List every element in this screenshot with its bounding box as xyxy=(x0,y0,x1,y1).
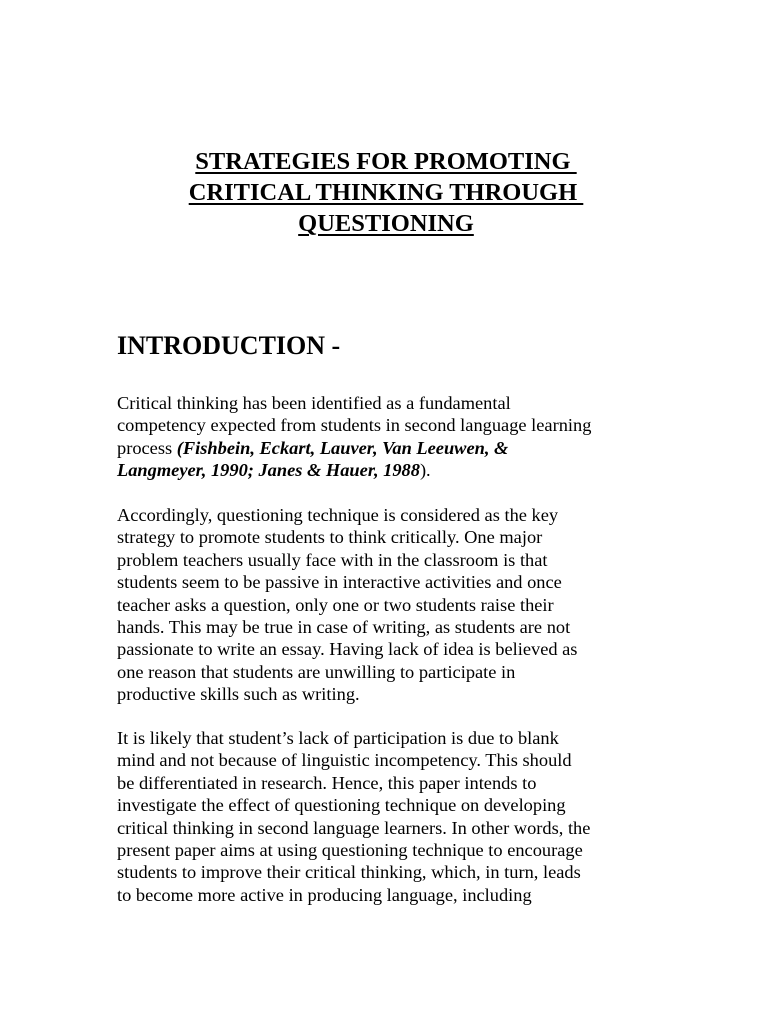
paragraph-1-line: Critical thinking has been identified as a fundamental xyxy=(117,393,511,413)
paragraph-2-line: hands. This may be true in case of writing, as students are not xyxy=(117,617,571,638)
citation: Langmeyer, 1990; Janes & Hauer, 1988 xyxy=(117,460,420,481)
title-line-1: STRATEGIES FOR PROMOTING xyxy=(195,148,577,175)
document-title xyxy=(0,146,768,239)
introduction-heading: INTRODUCTION - xyxy=(117,331,341,360)
paragraph-3-line: It is likely that student’s lack of participation is due to blank xyxy=(117,728,559,748)
paragraph-2-line: students seem to be passive in interactive activities and once xyxy=(117,572,562,593)
paragraph-2-line: problem teachers usually face with in the classroom is that xyxy=(117,549,548,570)
paragraph-2-line: productive skills such as writing. xyxy=(117,684,360,705)
paragraph-1-text: process xyxy=(117,437,177,458)
title-line-2: CRITICAL THINKING THROUGH xyxy=(188,179,584,206)
paragraph-2 xyxy=(117,504,657,706)
paragraph-3-line: be differentiated in research. Hence, this paper intends to xyxy=(117,772,537,793)
paragraph-2-line: Accordingly, questioning technique is considered as the key xyxy=(117,505,559,525)
paragraph-3-line: mind and not because of linguistic incompetency. This should xyxy=(117,750,572,771)
paragraph-1-line: competency expected from students in second language learning xyxy=(117,415,592,436)
paragraph-2-line: strategy to promote students to think critically. One major xyxy=(117,527,543,548)
paragraph-3 xyxy=(117,727,657,906)
title-line-3: QUESTIONING xyxy=(298,210,474,237)
paragraph-2-line: passionate to write an essay. Having lack of idea is believed as xyxy=(117,639,578,660)
paragraph-1-line xyxy=(117,459,657,481)
paragraph-3-line: investigate the effect of questioning technique on developing xyxy=(117,795,566,816)
paragraph-2-line: one reason that students are unwilling to participate in xyxy=(117,661,516,682)
paragraph-1 xyxy=(117,392,657,482)
paragraph-1-line xyxy=(117,437,657,459)
paragraph-3-line: present paper aims at using questioning technique to encourage xyxy=(117,840,583,861)
paragraph-3-line: students to improve their critical thinking, which, in turn, leads xyxy=(117,862,581,883)
paragraph-1-text: ). xyxy=(419,460,431,481)
paragraph-3-line: critical thinking in second language learners. In other words, the xyxy=(117,817,591,838)
paragraph-2-line: teacher asks a question, only one or two students raise their xyxy=(117,594,554,615)
citation: (Fishbein, Eckart, Lauver, Van Leeuwen, & xyxy=(176,437,509,458)
paragraph-3-line: to become more active in producing language, including xyxy=(117,884,532,905)
